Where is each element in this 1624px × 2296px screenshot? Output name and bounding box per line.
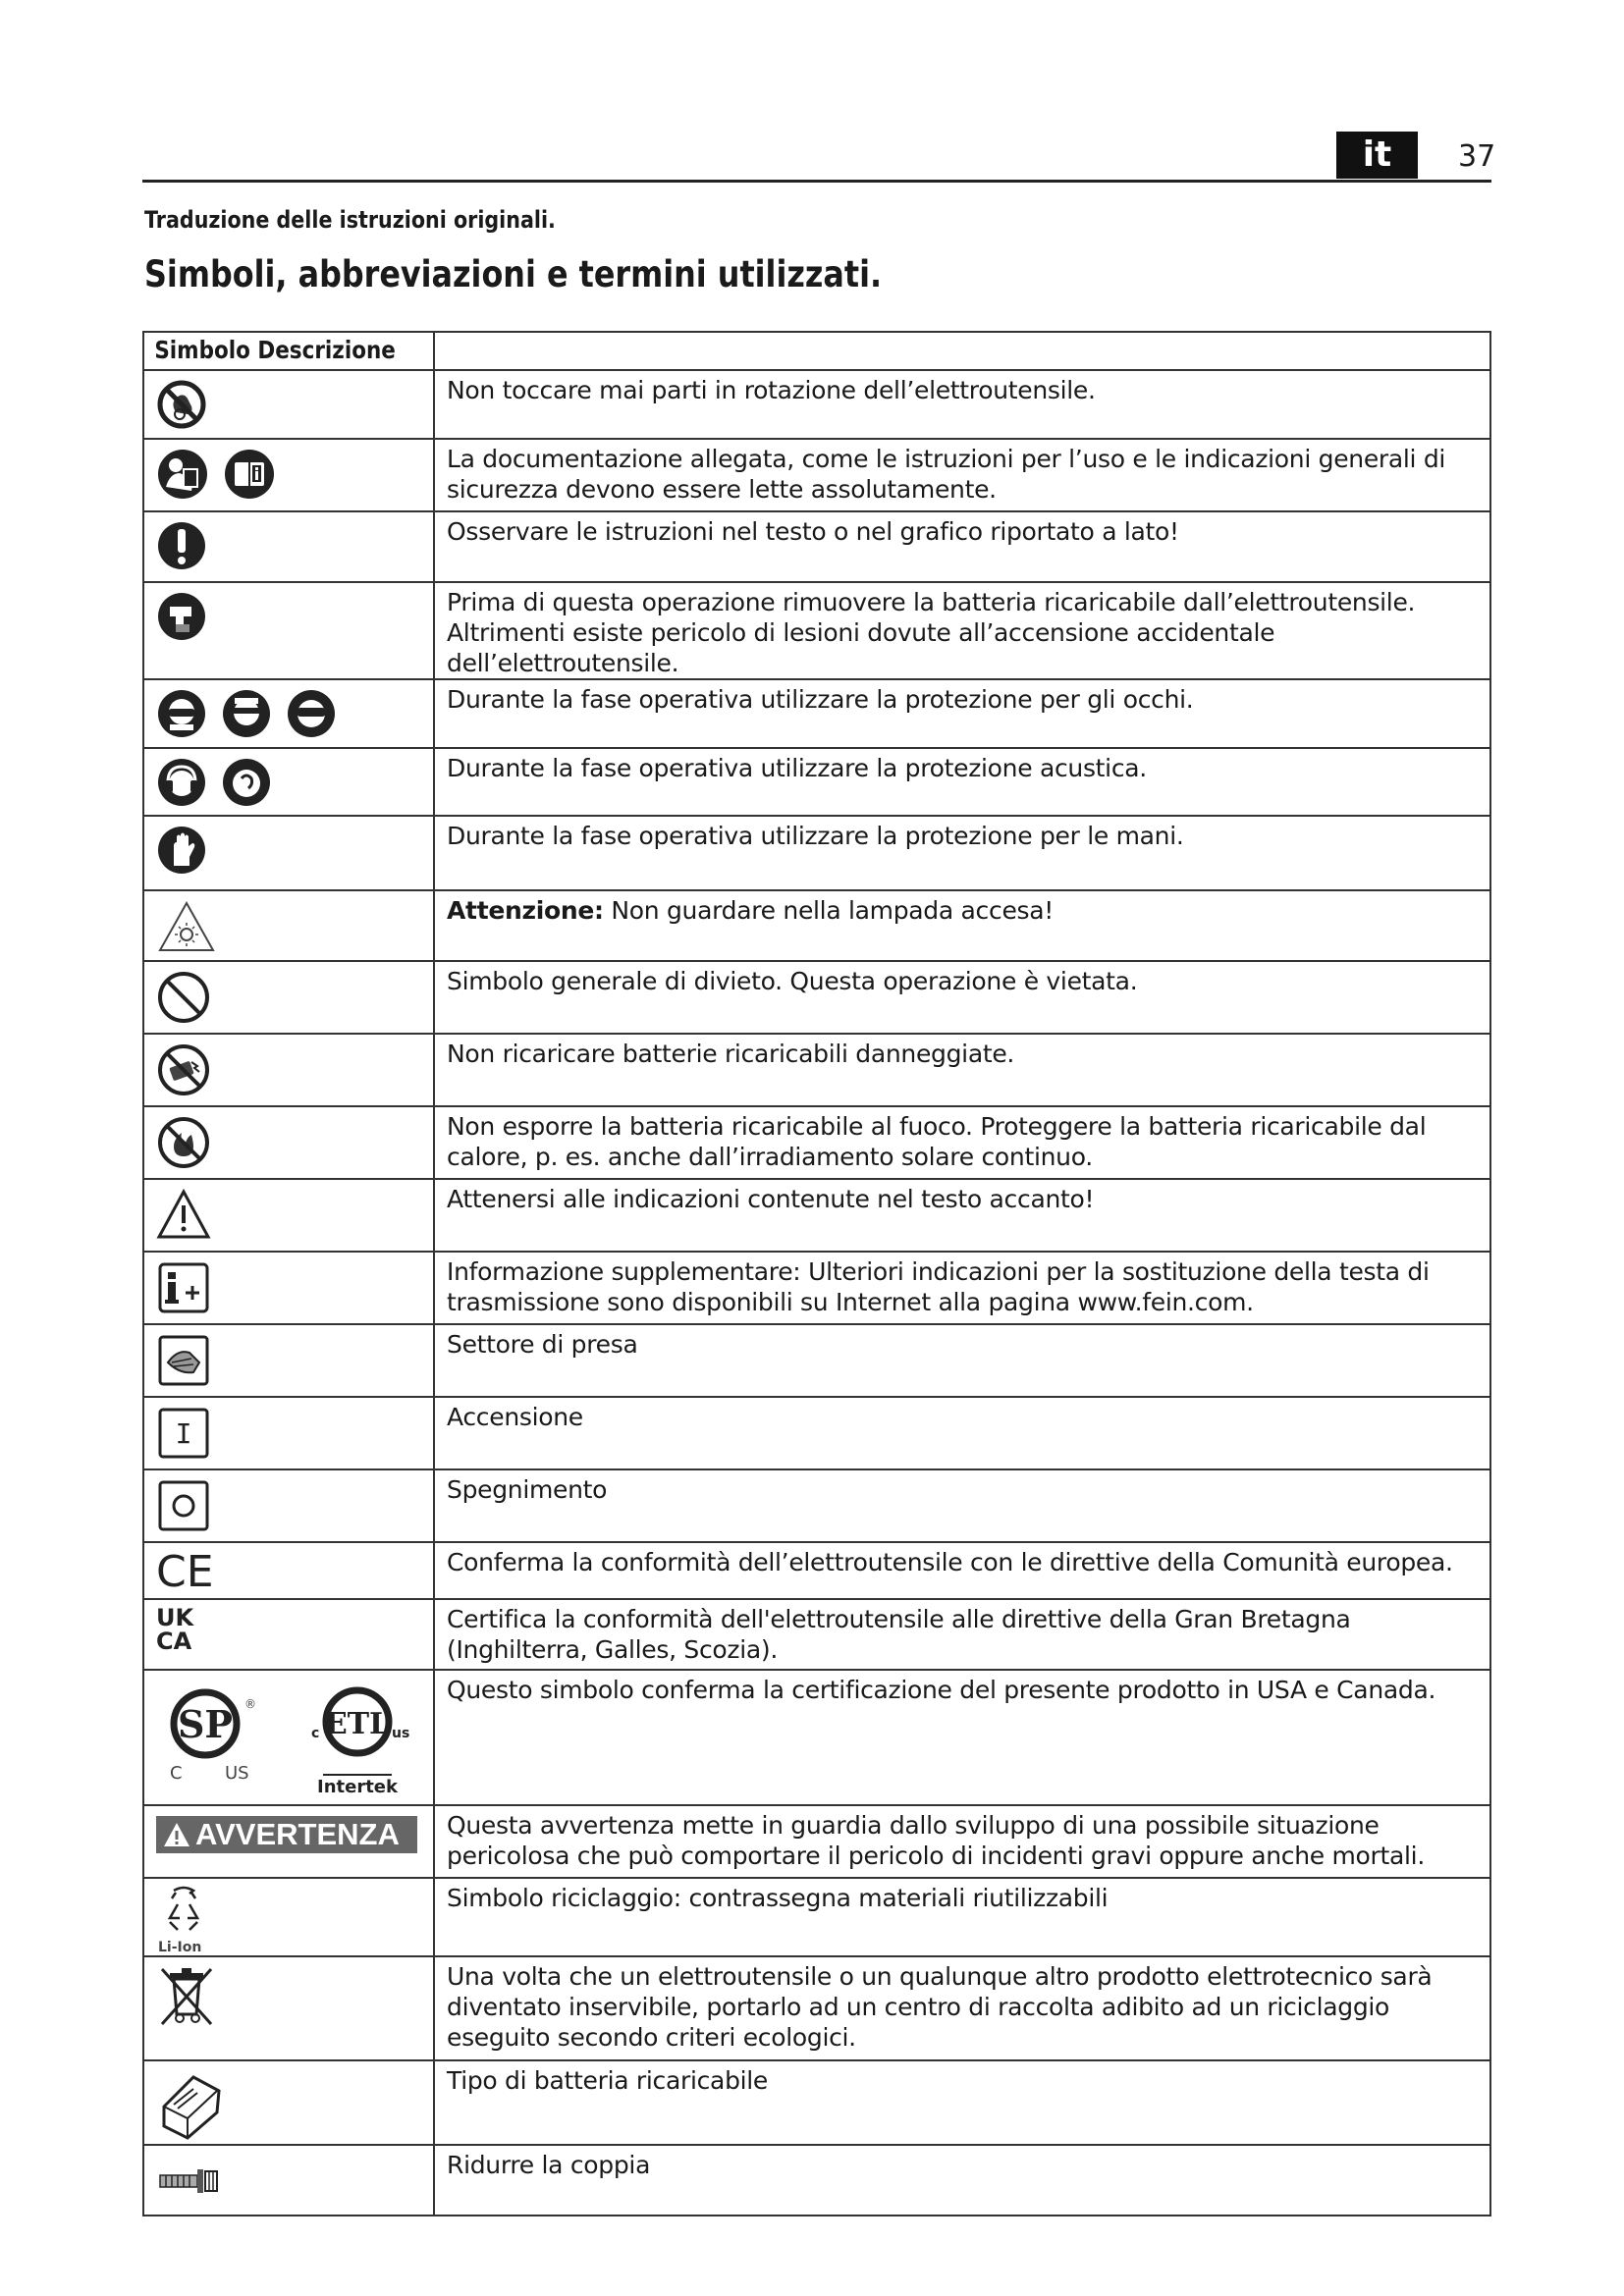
row-description: Informazione supplementare: Ulteriori indicazioni per la sostituzione della testa di trasmissione sono disponibili su Internet alla pagina www.fein.com.: [434, 1252, 1490, 1324]
warning-banner: [156, 1816, 417, 1853]
face-shield-icon: [221, 688, 272, 739]
lamp-warning-icon: [156, 899, 217, 954]
warning-triangle-icon: [156, 1188, 211, 1241]
row-description: Non toccare mai parti in rotazione dell’elettroutensile.: [434, 370, 1490, 439]
header-rule: [142, 180, 1491, 183]
symbols-table: [142, 331, 1491, 2216]
row-description: Simbolo generale di divieto. Questa operazione è vietata.: [434, 961, 1490, 1034]
row-description-text: Non guardare nella lampada accesa!: [603, 896, 1054, 925]
power-on-glyph: I: [175, 1417, 192, 1450]
row-description: Durante la fase operativa utilizzare la protezione per gli occhi.: [434, 679, 1490, 748]
table-row: [143, 816, 1490, 890]
battery-type-icon: [156, 2067, 225, 2140]
table-row: [143, 1397, 1490, 1469]
gloves-icon: [156, 825, 207, 876]
no-fire-icon: [156, 1115, 211, 1170]
recycling-li-ion-icon: [156, 1883, 211, 1955]
row-description: Questo simbolo conferma la certificazione del presente prodotto in USA e Canada.: [434, 1670, 1490, 1805]
table-row: [143, 370, 1490, 439]
row-description: Conferma la conformità dell’elettroutensile con le direttive della Comunità europea.: [434, 1542, 1490, 1599]
row-description: Prima di questa operazione rimuovere la batteria ricaricabile dall’elettroutensile. Altrimenti esiste pericolo di lesioni dovute all’accensione accidentale dell’elettroutensile.: [434, 582, 1490, 679]
ear-muffs-icon: [156, 757, 207, 808]
goggles-icon: [156, 688, 207, 739]
table-row: [143, 1670, 1490, 1805]
read-manual-icon: [156, 448, 209, 501]
row-description: Una volta che un elettroutensile o un qualunque altro prodotto elettrotecnico sarà diventato inservibile, portarlo ad un centro di raccolta adibito ad un riciclaggio eseguito secondo criteri ecologici.: [434, 1956, 1490, 2060]
etl-c: c: [311, 1726, 320, 1741]
table-row: [143, 1599, 1490, 1670]
row-description: [434, 890, 1490, 961]
page-title: Simboli, abbreviazioni e termini utilizzati.: [144, 253, 883, 295]
grip-area-icon: [156, 1333, 211, 1388]
etl-letters: ETL: [324, 1707, 391, 1741]
table-row: [143, 511, 1490, 582]
row-description: Tipo di batteria ricaricabile: [434, 2060, 1490, 2145]
row-description: Questa avvertenza mette in guardia dallo sviluppo di una possibile situazione pericolosa che può comportare il pericolo di incidenti gravi oppure anche mortali.: [434, 1805, 1490, 1878]
table-row: [143, 1956, 1490, 2060]
table-row: [143, 1805, 1490, 1878]
prohibition-icon: [156, 970, 211, 1025]
info-plus-icon: [156, 1260, 211, 1315]
table-row: [143, 1106, 1490, 1179]
reduce-torque-icon: [156, 2158, 221, 2205]
row-description: Settore di presa: [434, 1324, 1490, 1397]
ce-mark-icon: [156, 1549, 225, 1592]
row-description: Non esporre la batteria ricaricabile al fuoco. Proteggere la batteria ricaricabile dal calore, p. es. anche dall’irradiamento solare continuo.: [434, 1106, 1490, 1179]
table-row: [143, 1469, 1490, 1542]
row-description: Durante la fase operativa utilizzare la protezione per le mani.: [434, 816, 1490, 890]
warning-banner-label: AVVERTENZA: [195, 1817, 400, 1851]
table-row: [143, 748, 1490, 816]
row-description: Attenersi alle indicazioni contenute nel testo accanto!: [434, 1179, 1490, 1252]
table-header-row: [143, 332, 1490, 370]
remove-battery-icon: [156, 591, 207, 642]
ukca-mark-icon: [156, 1604, 201, 1655]
power-off-icon: [156, 1478, 211, 1533]
row-description: La documentazione allegata, come le istruzioni per l’uso e le indicazioni generali di sicurezza devono essere lette assolutamente.: [434, 439, 1490, 511]
table-header: Simbolo Descrizione: [154, 336, 396, 364]
language-tab: it: [1336, 132, 1418, 179]
row-description: Durante la fase operativa utilizzare la protezione acustica.: [434, 748, 1490, 816]
table-row: [143, 1034, 1490, 1106]
csa-mark-icon: [156, 1681, 274, 1789]
page-number: 37: [1458, 139, 1496, 174]
table-row: [143, 1324, 1490, 1397]
ear-protection-icon: [221, 757, 272, 808]
intertek-label: Intertek: [317, 1777, 398, 1796]
table-row: [143, 2060, 1490, 2145]
attention-label: Attenzione:: [447, 896, 604, 925]
table-row: [143, 2145, 1490, 2216]
row-description: Non ricaricare batterie ricaricabili danneggiate.: [434, 1034, 1490, 1106]
csa-registered: ®: [244, 1697, 256, 1711]
table-row: [143, 1542, 1490, 1599]
ukca-ca-text: CA: [156, 1628, 192, 1655]
ce-mark-text: CE: [156, 1549, 214, 1592]
info-manual-icon: [223, 448, 276, 501]
weee-bin-icon: [156, 1963, 217, 2028]
exclamation-icon: [156, 520, 207, 571]
table-row: [143, 439, 1490, 511]
row-description: Simbolo riciclaggio: contrassegna materiali riutilizzabili: [434, 1878, 1490, 1956]
no-touch-rotating-icon: [156, 379, 207, 430]
no-charge-damaged-icon: [156, 1042, 211, 1097]
table-row: [143, 1252, 1490, 1324]
row-description: Certifica la conformità dell'elettroutensile alle direttive della Gran Bretagna (Inghilterra, Galles, Scozia).: [434, 1599, 1490, 1670]
ukca-uk-text: UK: [156, 1604, 194, 1631]
li-ion-label: Li-Ion: [158, 1940, 202, 1955]
table-row: [143, 1179, 1490, 1252]
csa-letters: SP: [177, 1702, 234, 1746]
row-description: Osservare le istruzioni nel testo o nel grafico riportato a lato!: [434, 511, 1490, 582]
table-row: [143, 679, 1490, 748]
table-row: [143, 582, 1490, 679]
row-description: Accensione: [434, 1397, 1490, 1469]
safety-glasses-icon: [286, 688, 337, 739]
table-row: [143, 1878, 1490, 1956]
etl-us: us: [392, 1726, 410, 1741]
table-row: [143, 890, 1490, 961]
power-on-icon: [156, 1406, 211, 1461]
csa-us: US: [225, 1763, 249, 1784]
warning-banner-icon: [162, 1821, 191, 1848]
table-row: [143, 961, 1490, 1034]
row-description: Spegnimento: [434, 1469, 1490, 1542]
row-description: Ridurre la coppia: [434, 2145, 1490, 2216]
csa-c: C: [170, 1763, 183, 1784]
etl-mark-icon: [303, 1681, 411, 1796]
document-subtitle: Traduzione delle istruzioni originali.: [144, 206, 556, 234]
